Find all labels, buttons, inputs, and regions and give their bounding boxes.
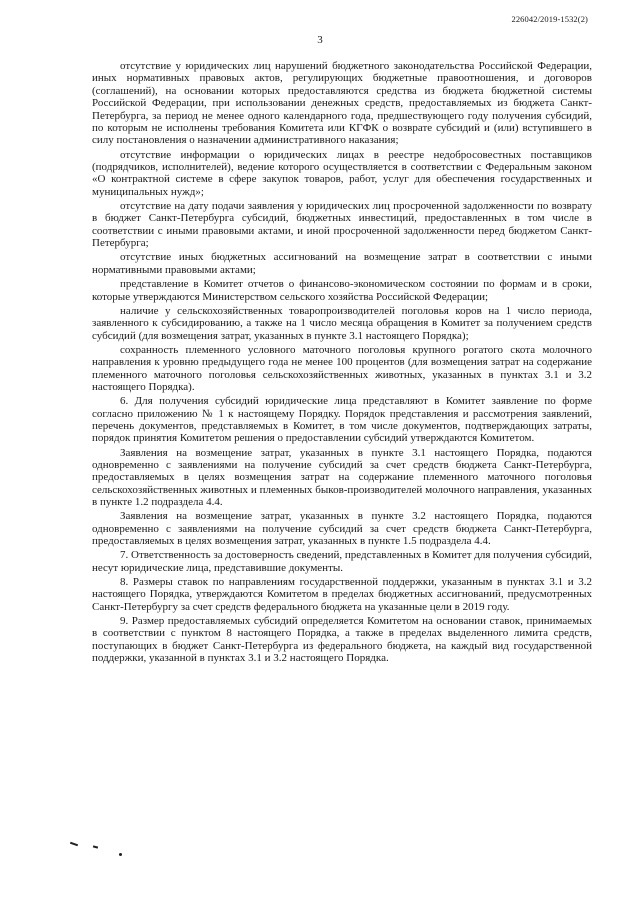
paragraph-applications-3-2: Заявления на возмещение затрат, указанных в пункте 3.2 настоящего Порядка, подаются одновременно с заявлениями на получение субсидий за счет средств бюджета Санкт-Петербурга, предоставляемых в целях возмещения затрат, указанных в пункте 1.5 подраздела 4.4. (92, 510, 592, 548)
paragraph-applications-3-1: Заявления на возмещение затрат, указанных в пункте 3.1 настоящего Порядка, подаются одновременно с заявлениями на получение субсидий за счет средств бюджета Санкт-Петербурга, предоставляемых в целях возмещения затрат на содержание племенного маточного поголовья сельскохозяйственных животных и племенных быков-производителей молочного направления, указанных в пункте 1.2 подраздела 4.4. (92, 446, 592, 509)
page-number: 3 (317, 34, 323, 46)
paragraph-unfair-suppliers: отсутствие информации о юридических лицах в реестре недобросовестных поставщиков (подрядчиков, исполнителей), ведение которого осуществляется в соответствии с Федеральным законом «О контрактной системе в сфере закупок товаров, работ, услуг для обеспечения государственных и муниципальных нужд»; (92, 148, 592, 198)
paragraph-item-7: 7. Ответственность за достоверность сведений, представленных в Комитет для получения субсидий, несут юридические лица, представившие документы. (92, 549, 592, 574)
scan-mark (70, 842, 78, 847)
paragraph-overdue-debt: отсутствие на дату подачи заявления у юридических лиц просроченной задолженности по возврату в бюджет Санкт-Петербурга субсидий, бюджетных инвестиций, предоставленных в том числе в соответствии с иными правовыми актами, и иной просроченной задолженности перед бюджетом Санкт-Петербурга; (92, 200, 592, 250)
paragraph-reports: представление в Комитет отчетов о финансово-экономическом состоянии по формам и в сроки, которые утверждаются Министерством сельского хозяйства Российской Федерации; (92, 278, 592, 303)
document-id: 226042/2019-1532(2) (511, 14, 588, 24)
paragraph-cow-livestock: наличие у сельскохозяйственных товаропроизводителей поголовья коров на 1 число периода, заявленного к субсидированию, а также на 1 число месяца обращения в Комитет за получением средств субсидий (для возмещения затрат, указанных в пункте 3.1 настоящего Порядка); (92, 304, 592, 342)
scan-mark (119, 853, 122, 856)
paragraph-item-6: 6. Для получения субсидий юридические лица представляют в Комитет заявление по форме согласно приложению № 1 к настоящему Порядку. Порядок представления и рассмотрения заявлений, перечень документов, представляемых в Комитет, в том числе документов, подтверждающих затраты, порядок принятия Комитетом решения о предоставлении субсидий утверждаются Комитетом. (92, 395, 592, 445)
paragraph-breeding-stock: сохранность племенного условного маточного поголовья крупного рогатого скота молочного направления к уровню предыдущего года не менее 100 процентов (для возмещения затрат на содержание племенного маточного поголовья сельскохозяйственных животных, указанных в пунктах 3.1 и 3.2 настоящего Порядка). (92, 343, 592, 393)
paragraph-item-9: 9. Размер предоставляемых субсидий определяется Комитетом на основании ставок, принимаемых в соответствии с пунктом 8 настоящего Порядка, а также в пределах выделенного лимита средств, поступающих в бюджет Санкт-Петербурга из федерального бюджета, на каждый вид государственной поддержки, указанной в пунктах 3.1 и 3.2 настоящего Порядка. (92, 615, 592, 665)
document-body (92, 60, 592, 666)
paragraph-other-allocations: отсутствие иных бюджетных ассигнований на возмещение затрат в соответствии с иными нормативными правовыми актами; (92, 251, 592, 276)
scan-mark (93, 845, 98, 848)
paragraph-budget-violations: отсутствие у юридических лиц нарушений бюджетного законодательства Российской Федерации, иных нормативных правовых актов, регулирующих бюджетные правоотношения, и договоров (соглашений), на основании которых предоставляются средства из бюджета бюджетной системы Российской Федерации, при использовании денежных средств, предоставляемых из бюджета Санкт-Петербурга, за период не менее одного календарного года, предшествующего году получения субсидий, по которым не исполнены требования Комитета или КГФК о возврате субсидий и (или) вступившего в силу постановления о назначении административного наказания; (92, 60, 592, 147)
paragraph-item-8: 8. Размеры ставок по направлениям государственной поддержки, указанным в пунктах 3.1 и 3.2 настоящего Порядка, утверждаются Комитетом в пределах бюджетных ассигнований, предусмотренных Санкт-Петербургу за счет средств федерального бюджета на указанные цели в 2019 году. (92, 576, 592, 613)
